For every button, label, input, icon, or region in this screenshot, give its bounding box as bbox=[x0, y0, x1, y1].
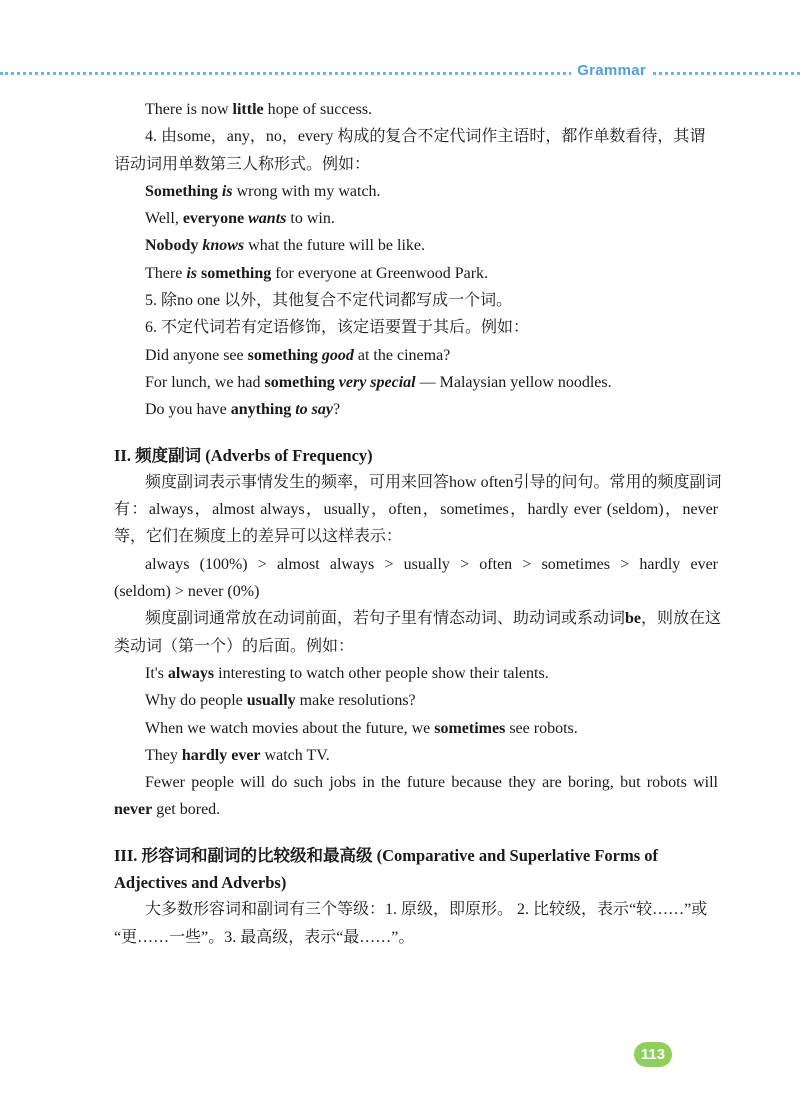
example-sentence: Do you have anything to say? bbox=[145, 401, 341, 419]
example-sentence: Nobody knows what the future will be like. bbox=[145, 237, 425, 255]
section-label: Grammar bbox=[571, 62, 652, 79]
paragraph-line: 频度副词表示事情发生的频率，可用来回答how often引导的问句。常用的频度副词 bbox=[145, 473, 722, 491]
rule-6: 6. 不定代词若有定语修饰，该定语要置于其后。例如： bbox=[145, 319, 530, 337]
frequency-scale-continued: (seldom) > never (0%) bbox=[114, 583, 260, 601]
paragraph-line: 有：always，almost always，usually，often，sometimes，hardly ever (seldom)，never bbox=[114, 501, 718, 519]
example-sentence: There is something for everyone at Greenwood Park. bbox=[145, 264, 489, 282]
example-sentence: When we watch movies about the future, we sometimes see robots. bbox=[145, 719, 578, 737]
paragraph-line: 大多数形容词和副词有三个等级：1. 原级，即原形。 2. 比较级，表示“较……”或 bbox=[145, 901, 708, 919]
page-content bbox=[114, 96, 722, 951]
example-sentence: There is now little hope of success. bbox=[145, 101, 373, 118]
example-sentence: It's always interesting to watch other people show their talents. bbox=[145, 664, 549, 682]
example-sentence: Why do people usually make resolutions? bbox=[145, 692, 416, 710]
section-gap bbox=[114, 824, 718, 842]
example-sentence: Well, everyone wants to win. bbox=[145, 210, 335, 228]
rule-4-line-2: 语动词用单数第三人称形式。例如： bbox=[114, 155, 371, 173]
section-heading-comparative-superlative-continued: Adjectives and Adverbs) bbox=[114, 873, 287, 893]
example-sentence: They hardly ever watch TV. bbox=[145, 746, 330, 764]
header-dotted-rule bbox=[0, 72, 800, 75]
section-heading-comparative-superlative: III. 形容词和副词的比较级和最高级 (Comparative and Superlative Forms of bbox=[114, 845, 659, 865]
section-heading-adverbs-of-frequency: II. 频度副词 (Adverbs of Frequency) bbox=[114, 445, 373, 465]
frequency-scale: always (100%) > almost always > usually > often > sometimes > hardly ever bbox=[145, 555, 718, 573]
example-sentence: Something is wrong with my watch. bbox=[145, 182, 381, 200]
rule-4-line-1: 4. 由some，any，no，every 构成的复合不定代词作主语时，都作单数看待，其谓 bbox=[145, 128, 706, 146]
example-sentence-continued: never get bored. bbox=[114, 801, 221, 819]
paragraph-line: 类动词（第一个）的后面。例如： bbox=[114, 637, 355, 655]
page-number-badge: 113 bbox=[634, 1042, 672, 1067]
section-gap bbox=[114, 424, 718, 442]
example-sentence: Fewer people will do such jobs in the future because they are boring, but robots will bbox=[145, 774, 718, 792]
paragraph-line: 等，它们在频度上的差异可以这样表示： bbox=[114, 528, 403, 546]
rule-5: 5. 除no one 以外，其他复合不定代词都写成一个词。 bbox=[145, 292, 513, 310]
example-sentence: Did anyone see something good at the cinema? bbox=[145, 346, 451, 364]
example-sentence: For lunch, we had something very special — Malaysian yellow noodles. bbox=[145, 373, 612, 391]
paragraph-line: 频度副词通常放在动词前面，若句子里有情态动词、助动词或系动词be，则放在这 bbox=[145, 610, 722, 628]
paragraph-line: “更……一些”。3. 最高级，表示“最……”。 bbox=[114, 928, 415, 946]
